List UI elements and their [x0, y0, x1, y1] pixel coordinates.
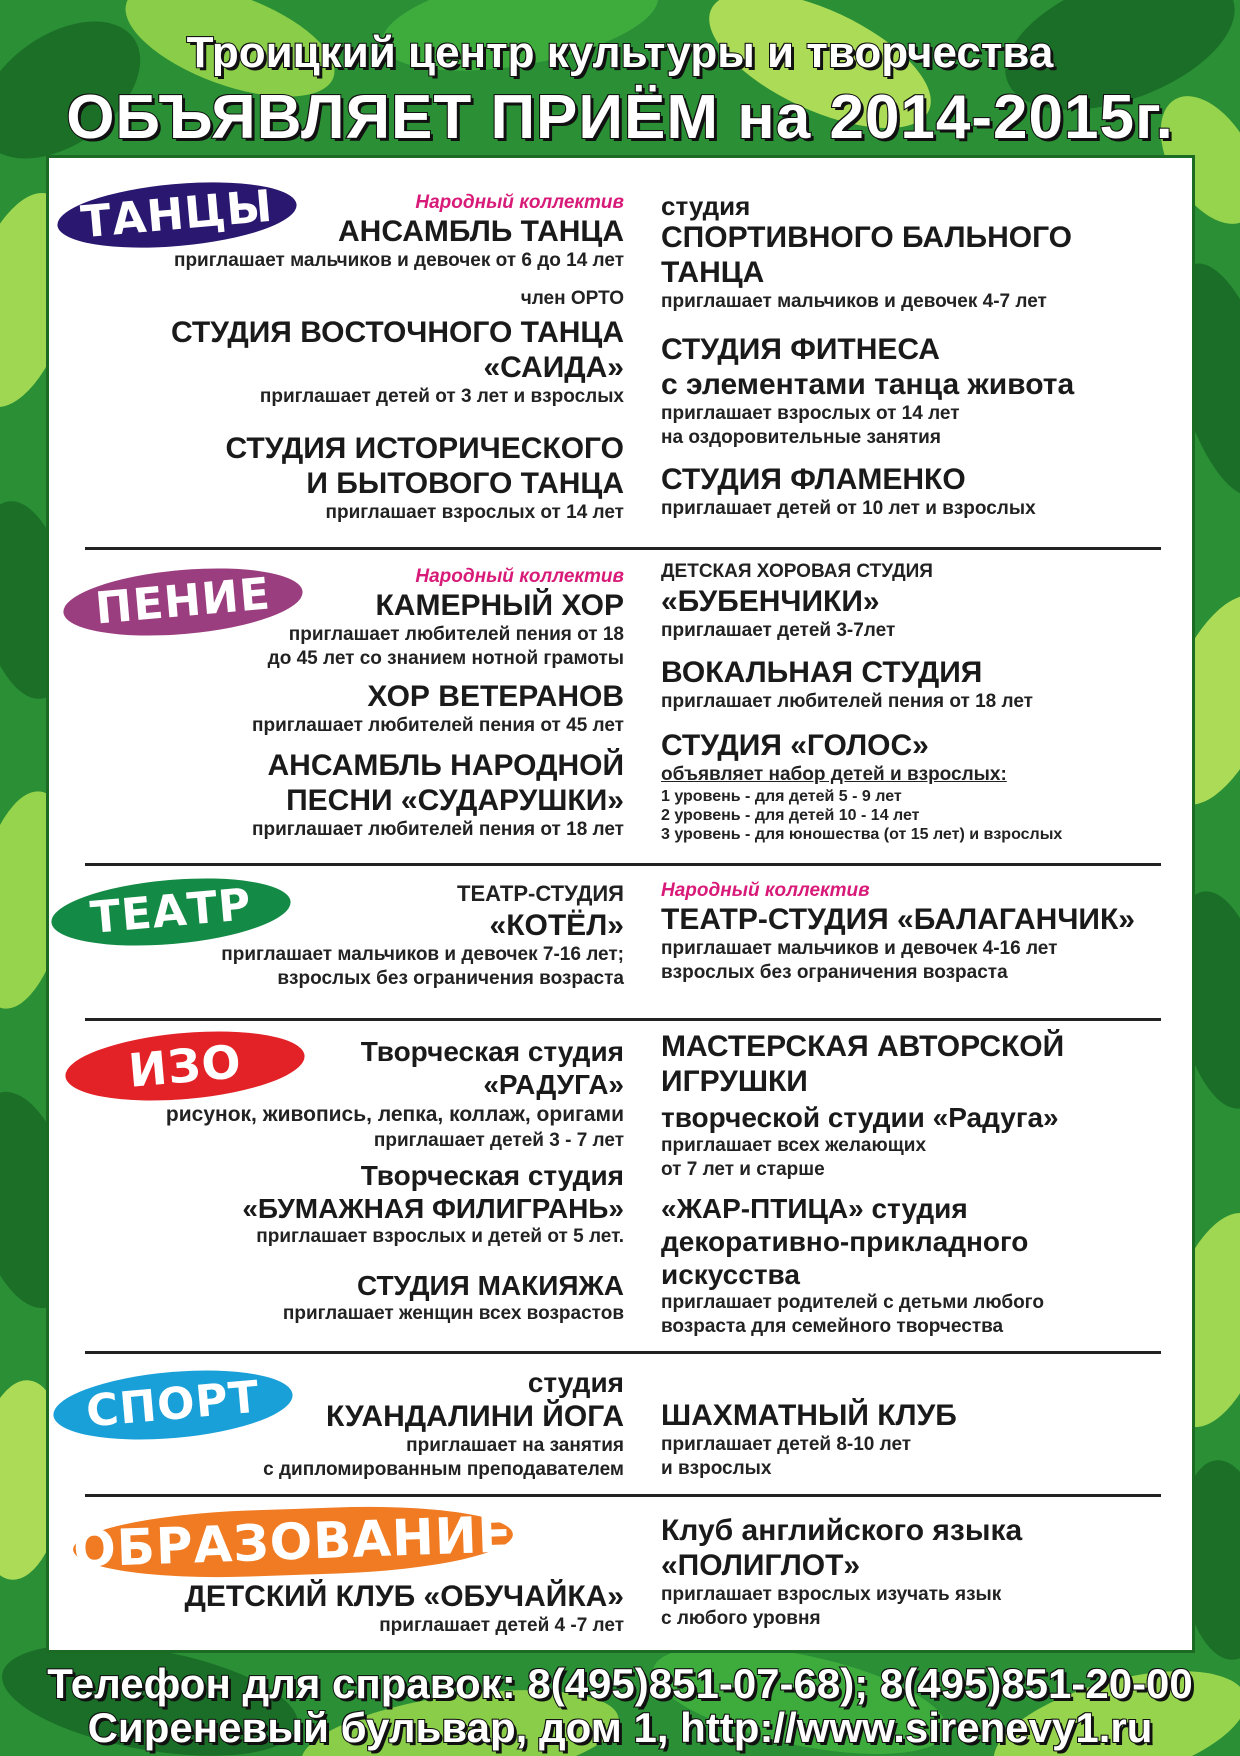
singing-voice-level: 2 уровень - для детей 10 - 14 лет	[661, 807, 920, 824]
sport-label: СПОРТ	[51, 1362, 296, 1449]
theatre-label: ТЕАТР	[49, 870, 294, 955]
education-english-title: Клуб английского языка	[661, 1514, 1023, 1547]
dance-ensemble-note: приглашает мальчиков и девочек от 6 до 14 лет	[173, 250, 624, 271]
education-english-note: приглашает взрослых изучать язык	[661, 1584, 1002, 1605]
art-firebird-title2: декоративно-прикладного	[661, 1226, 1029, 1257]
sport-chess-note2: и взрослых	[661, 1458, 772, 1479]
singing-folk-title2: ПЕСНИ «СУДАРУШКИ»	[286, 784, 624, 817]
content-panel	[49, 158, 1192, 1650]
art-firebird-title: «ЖАР-ПТИЦА» студия	[661, 1193, 968, 1224]
art-makeup-note: приглашает женщин всех возрастов	[282, 1303, 624, 1324]
singing-bells-pre: ДЕТСКАЯ ХОРОВАЯ СТУДИЯ	[661, 561, 933, 582]
dance-ensemble-tag: Народный коллектив	[415, 192, 624, 213]
dance-historic-note: приглашает взрослых от 14 лет	[325, 502, 624, 523]
singing-vocal-title: ВОКАЛЬНАЯ СТУДИЯ	[661, 656, 983, 689]
dance-fitness-note: приглашает взрослых от 14 лет	[661, 403, 960, 424]
art-raduga-sub: рисунок, живопись, лепка, коллаж, оригами	[165, 1103, 624, 1126]
art-raduga-title: Творческая студия	[360, 1036, 624, 1067]
theatre-kotel-note2: взрослых без ограничения возраста	[277, 968, 624, 989]
singing-bells-note: приглашает детей 3-7лет	[661, 620, 896, 641]
education-club-title: ДЕТСКИЙ КЛУБ «ОБУЧАЙКА»	[184, 1580, 624, 1613]
sport-yoga-note: приглашает на занятия	[406, 1435, 624, 1456]
art-filigree-title: Творческая студия	[360, 1160, 624, 1191]
dance-orto-pre: член ОРТО	[520, 288, 624, 309]
footer-phones: Телефон для справок: 8(495)851-07-68); 8(495)851-20-00	[47, 1660, 1193, 1707]
art-left	[61, 1035, 624, 1326]
dance-oriental-title: СТУДИЯ ВОСТОЧНОГО ТАНЦА	[170, 316, 624, 349]
education-label: ОБРАЗОВАНИЕ	[72, 1501, 514, 1582]
header-subtitle: Троицкий центр культуры и творчества	[186, 28, 1054, 77]
header-title: ОБЪЯВЛЯЕТ ПРИЁМ на 2014-2015г.	[66, 83, 1174, 152]
singing-choir-title: КАМЕРНЫЙ ХОР	[375, 589, 624, 622]
sport-chess-note: приглашает детей 8-10 лет	[661, 1434, 912, 1455]
sport-yoga-title: КУАНДАЛИНИ ЙОГА	[325, 1400, 624, 1433]
dance-ensemble-title: АНСАМБЛЬ ТАНЦА	[337, 215, 624, 248]
singing-voice-level: 3 уровень - для юношества (от 15 лет) и взрослых	[661, 826, 1063, 843]
theatre-balagan-note: приглашает мальчиков и девочек 4-16 лет	[661, 938, 1058, 959]
singing-choir-tag: Народный коллектив	[415, 566, 624, 587]
singing-folk-note: приглашает любителей пения от 18 лет	[252, 819, 624, 840]
art-raduga-title2: «РАДУГА»	[483, 1069, 624, 1100]
dance-oriental-title2: «САИДА»	[483, 351, 624, 384]
singing-choir-note: приглашает любителей пения от 18	[288, 624, 624, 645]
singing-bells-title: «БУБЕНЧИКИ»	[661, 585, 880, 618]
education-english-title2: «ПОЛИГЛОТ»	[661, 1549, 861, 1582]
theatre-left	[61, 880, 624, 991]
education-club-note: приглашает детей 4 -7 лет	[379, 1615, 624, 1636]
singing-voice-level: 1 уровень - для детей 5 - 9 лет	[661, 788, 902, 805]
singing-folk-title: АНСАМБЛЬ НАРОДНОЙ	[267, 749, 624, 782]
dance-right	[661, 192, 1191, 521]
dance-historic-title2: И БЫТОВОГО ТАНЦА	[306, 467, 624, 500]
education-left	[61, 1579, 624, 1638]
art-raduga-note: приглашает детей 3 - 7 лет	[373, 1130, 624, 1151]
singing-voice-note: объявляет набор детей и взрослых:	[661, 764, 1007, 785]
art-firebird-note: приглашает родителей с детьми любого	[661, 1292, 1044, 1313]
sport-right	[661, 1398, 1191, 1481]
dance-fitness-note2: на оздоровительные занятия	[661, 427, 941, 448]
singing-veterans-title: ХОР ВЕТЕРАНОВ	[367, 680, 624, 713]
dance-flamenco-title: СТУДИЯ ФЛАМЕНКО	[661, 463, 966, 496]
art-firebird-title3: искусства	[661, 1259, 800, 1290]
art-right	[661, 1029, 1191, 1339]
art-toy-title: МАСТЕРСКАЯ АВТОРСКОЙ	[661, 1030, 1065, 1063]
education-right	[661, 1513, 1191, 1631]
singing-label: ПЕНИЕ	[61, 560, 306, 645]
divider	[85, 863, 1161, 866]
theatre-kotel-title: «КОТЁЛ»	[489, 909, 624, 942]
theatre-kotel-note: приглашает мальчиков и девочек 7-16 лет;	[221, 944, 624, 965]
sport-yoga-note2: с дипломированным преподавателем	[263, 1459, 624, 1480]
dance-flamenco-note: приглашает детей от 10 лет и взрослых	[661, 498, 1036, 519]
theatre-kotel-pre: ТЕАТР-СТУДИЯ	[457, 881, 624, 906]
theatre-balagan-title: ТЕАТР-СТУДИЯ «БАЛАГАНЧИК»	[661, 903, 1135, 936]
education-english-note2: с любого уровня	[661, 1608, 821, 1629]
singing-left	[61, 566, 624, 842]
divider	[85, 1018, 1161, 1021]
singing-vocal-note: приглашает любителей пения от 18 лет	[661, 691, 1033, 712]
dance-historic-title: СТУДИЯ ИСТОРИЧЕСКОГО	[225, 432, 624, 465]
dance-fitness-title: СТУДИЯ ФИТНЕСА	[661, 333, 940, 366]
theatre-balagan-tag: Народный коллектив	[661, 880, 870, 901]
theatre-right	[661, 880, 1191, 985]
dance-ballroom-pre: студия	[661, 191, 751, 221]
dance-oriental-note: приглашает детей от 3 лет и взрослых	[259, 386, 624, 407]
art-label: ИЗО	[63, 1023, 308, 1110]
singing-right	[661, 560, 1191, 844]
sport-chess-title: ШАХМАТНЫЙ КЛУБ	[661, 1399, 957, 1432]
dance-ballroom-title2: ТАНЦА	[661, 256, 765, 289]
dance-fitness-title2: с элементами танца живота	[661, 368, 1075, 401]
art-filigree-title2: «БУМАЖНАЯ ФИЛИГРАНЬ»	[242, 1193, 624, 1224]
divider	[85, 1494, 1161, 1497]
singing-choir-note2: до 45 лет со знанием нотной грамоты	[267, 648, 624, 669]
dance-left	[61, 192, 624, 525]
art-toy-note: приглашает всех желающих	[661, 1135, 927, 1156]
art-toy-note2: от 7 лет и старше	[661, 1159, 825, 1180]
singing-voice-title: СТУДИЯ «ГОЛОС»	[661, 729, 929, 762]
singing-veterans-note: приглашает любителей пения от 45 лет	[252, 715, 624, 736]
art-makeup-title: СТУДИЯ МАКИЯЖА	[356, 1270, 624, 1301]
sport-left	[61, 1366, 624, 1482]
divider	[85, 1351, 1161, 1354]
dance-ballroom-note: приглашает мальчиков и девочек 4-7 лет	[661, 291, 1047, 312]
art-filigree-note: приглашает взрослых и детей от 5 лет.	[256, 1226, 624, 1247]
divider	[85, 547, 1161, 550]
art-toy-title2: ИГРУШКИ	[661, 1065, 808, 1098]
footer-address: Сиреневый бульвар, дом 1, http://www.sirenevy1.ru	[87, 1704, 1153, 1751]
sport-yoga-pre: студия	[527, 1367, 624, 1398]
art-firebird-note2: возраста для семейного творчества	[661, 1316, 1004, 1337]
dance-ballroom-title: СПОРТИВНОГО БАЛЬНОГО	[661, 221, 1073, 254]
theatre-balagan-note2: взрослых без ограничения возраста	[661, 962, 1008, 983]
art-toy-title3: творческой студии «Радуга»	[661, 1102, 1059, 1133]
dance-label: ТАНЦЫ	[55, 174, 299, 257]
